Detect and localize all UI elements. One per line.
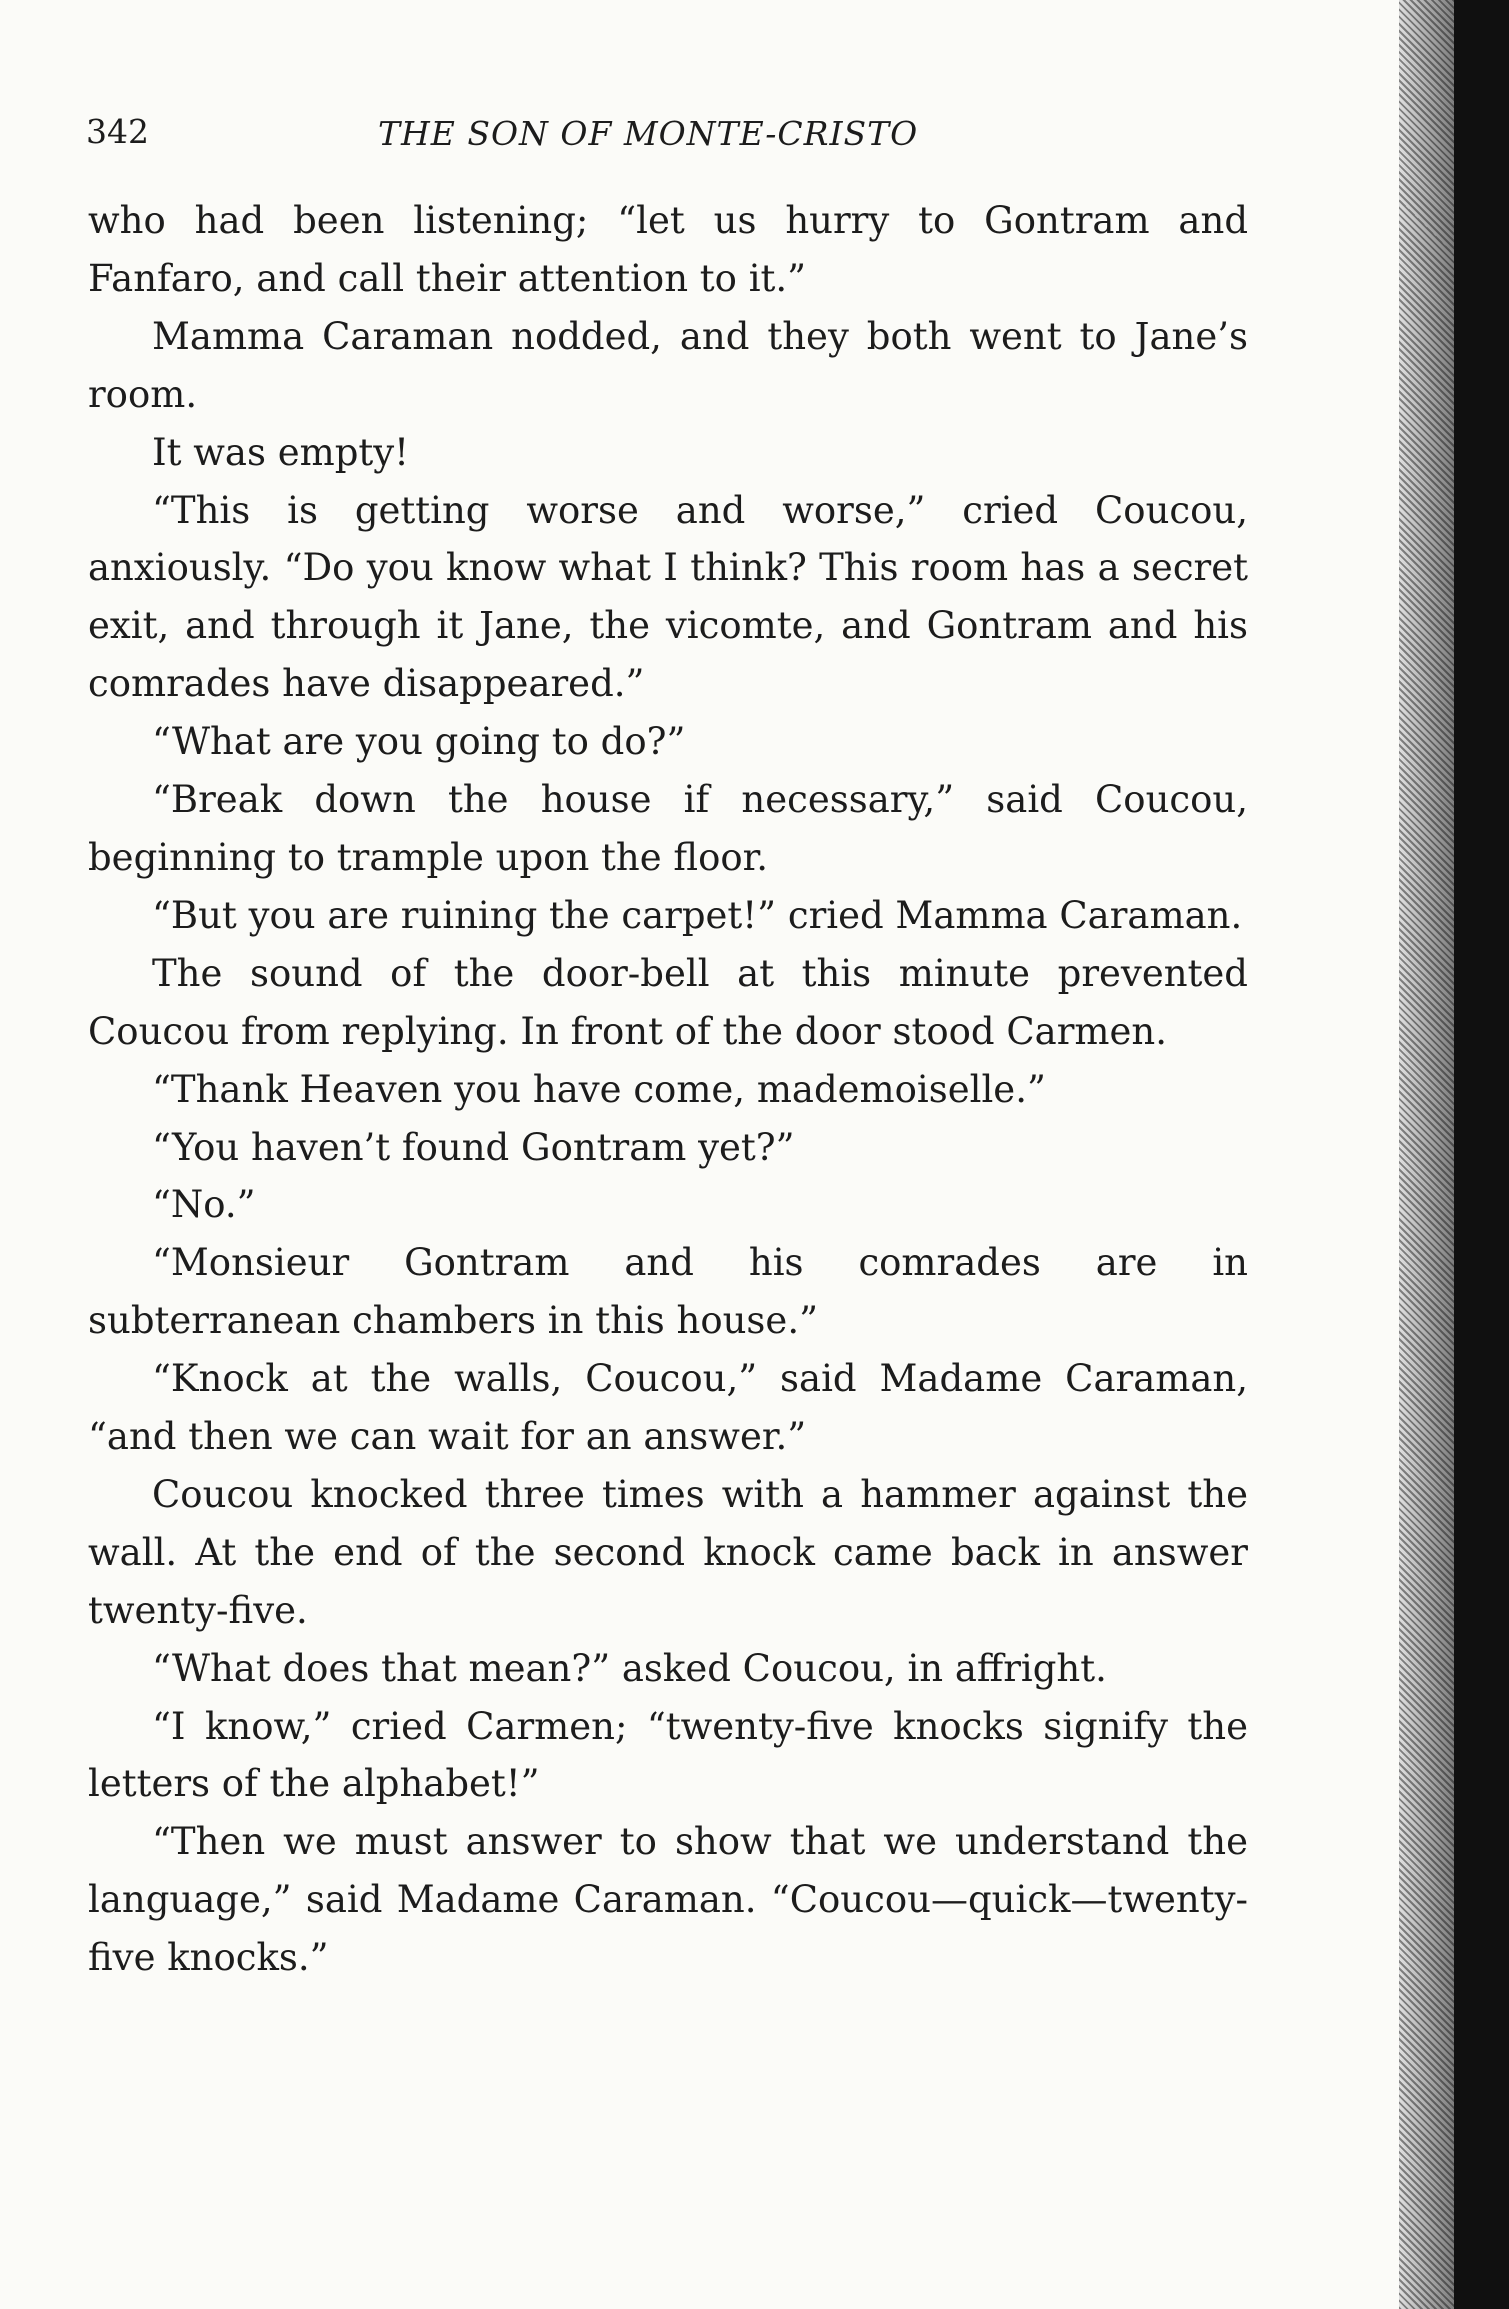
scanned-binding-edge: [1399, 0, 1509, 2309]
running-title: THE SON OF MONTE-CRISTO: [378, 114, 919, 153]
paragraph: It was empty!: [152, 430, 410, 474]
paragraph: Mamma Caraman nodded, and they both went to Jane’s room.: [88, 314, 1248, 416]
paragraph-continuation: who had been listening; “let us hurry to Gontram and Fanfaro, and call their attention to it.”: [88, 199, 1248, 300]
paragraph: “Break down the house if necessary,” said Coucou, beginning to trample upon the floor.: [88, 778, 1248, 879]
page-number: 342: [86, 112, 149, 151]
paragraph: “What are you going to do?”: [152, 720, 686, 764]
paragraph: “Knock at the walls, Coucou,” said Madame Caraman, “and then we can wait for an answer.”: [88, 1357, 1248, 1459]
paragraph: “What does that mean?” asked Coucou, in affright.: [152, 1646, 1107, 1690]
paragraph: “I know,” cried Carmen; “twenty-five knocks signify the letters of the alphabet!”: [88, 1704, 1248, 1806]
page-header: [86, 112, 1241, 162]
paragraph: “No.”: [152, 1183, 256, 1227]
paragraph: “Then we must answer to show that we understand the language,” said Madame Caraman. “Coucou—quick—twenty-five knocks.”: [88, 1820, 1248, 1980]
paragraph: “Monsieur Gontram and his comrades are in subterranean chambers in this house.”: [88, 1241, 1248, 1343]
paragraph: “But you are ruining the carpet!” cried Mamma Caraman.: [152, 893, 1243, 937]
body-text: [88, 192, 1248, 1987]
paragraph: The sound of the door-bell at this minute prevented Coucou from replying. In front of the door stood Carmen.: [88, 951, 1248, 1053]
paragraph: “This is getting worse and worse,” cried Coucou, anxiously. “Do you know what I think? This room has a secret exit, and through it Jane, the vicomte, and Gontram and his comrades have disappeared.”: [88, 488, 1248, 706]
paragraph: “You haven’t found Gontram yet?”: [152, 1125, 795, 1169]
paragraph: Coucou knocked three times with a hammer against the wall. At the end of the second knock came back in answer twenty-five.: [88, 1472, 1248, 1632]
paragraph: “Thank Heaven you have come, mademoiselle.”: [152, 1067, 1046, 1111]
